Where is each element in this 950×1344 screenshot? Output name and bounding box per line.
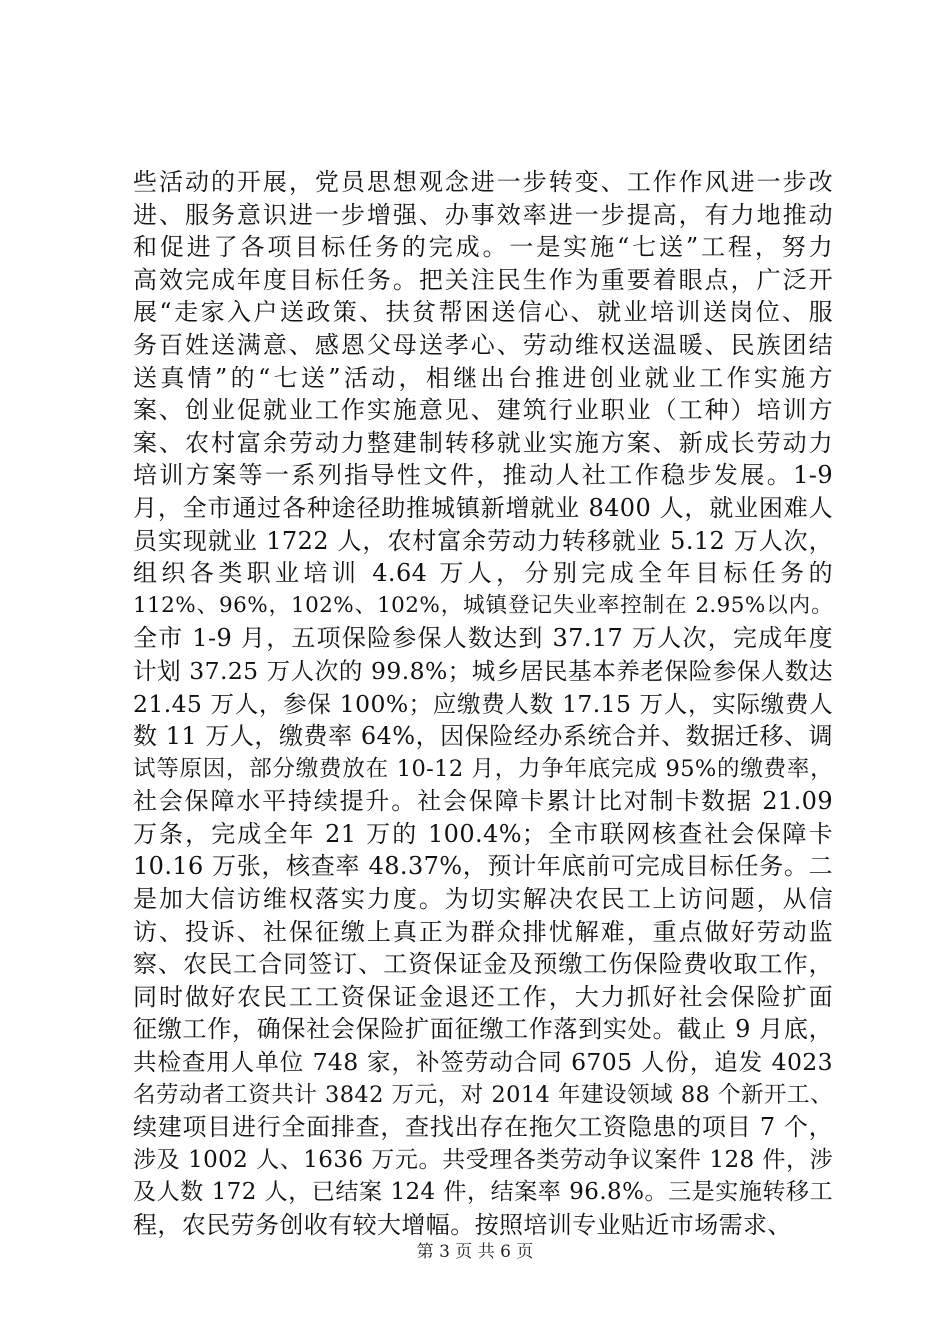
text-line: 案、创业促就业工作实施意见、建筑行业职业（工种）培训方 [133,396,833,425]
text-line: 案、农村富余劳动力整建制转移就业实施方案、新成长劳动力 [133,428,833,457]
text-line: 试等原因，部分缴费放在 10-12 月，力争年底完成 95%的缴费率， [133,755,833,782]
text-line: 程，农民劳务创收有较大增幅。按照培训专业贴近市场需求、 [133,1211,792,1239]
text-line: 112%、96%，102%、102%，城镇登记失业率控制在 2.95%以内。 [133,592,833,618]
text-line: 数 11 万人，缴费率 64%，因保险经办系统合并、数据迁移、调 [133,722,833,751]
text-line: 万条，完成全年 21 万的 100.4%；全市联网核查社会保障卡 [133,819,833,848]
text-line: 展“走家入户送政策、扶贫帮困送信心、就业培训送岗位、服 [133,298,833,327]
text-line: 组织各类职业培训 4.64 万人，分别完成全年目标任务的 [133,559,833,588]
text-line: 察、农民工合同签订、工资保证金及预缴工伤保险费收取工作， [133,950,833,979]
text-line: 进、服务意识进一步增强、办事效率进一步提高，有力地推动 [133,200,833,229]
text-line: 务百姓送满意、感恩父母送孝心、劳动维权送温暖、民族团结 [133,330,833,359]
text-line: 征缴工作，确保社会保险扩面征缴工作落到实处。截止 9 月底， [133,1015,833,1044]
text-line: 名劳动者工资共计 3842 万元，对 2014 年建设领域 88 个新开工、 [133,1081,833,1108]
text-line: 续建项目进行全面排查，查找出存在拖欠工资隐患的项目 7 个， [133,1113,833,1142]
text-line: 些活动的开展，党员思想观念进一步转变、工作作风进一步改 [133,168,833,196]
text-line: 高效完成年度目标任务。把关注民生作为重要着眼点，广泛开 [133,265,833,294]
text-line: 送真情”的“七送”活动，相继出台推进创业就业工作实施方 [133,363,833,392]
text-line: 涉及 1002 人、1636 万元。共受理各类劳动争议案件 128 件，涉 [133,1146,833,1173]
text-line: 10.16 万张，核查率 48.37%，预计年底前可完成目标任务。二 [133,852,833,881]
text-line: 及人数 172 人，已结案 124 件，结案率 96.8%。三是实施转移工 [133,1179,833,1206]
text-line: 月，全市通过各种途径助推城镇新增就业 8400 人，就业困难人 [133,493,833,522]
text-line: 培训方案等一系列指导性文件，推动人社工作稳步发展。1-9 [133,461,833,490]
body-text [133,166,833,1242]
text-line: 21.45 万人，参保 100%；应缴费人数 17.15 万人，实际缴费人 [133,689,833,718]
text-line: 访、投诉、社保征缴上真正为群众排忧解难，重点做好劳动监 [133,917,833,946]
text-line: 同时做好农民工工资保证金退还工作，大力抓好社会保险扩面 [133,982,833,1011]
text-line: 是加大信访维权落实力度。为切实解决农民工上访问题，从信 [133,885,833,914]
text-line: 员实现就业 1722 人，农村富余劳动力转移就业 5.12 万人次， [133,526,833,555]
text-line: 社会保障水平持续提升。社会保障卡累计比对制卡数据 21.09 [133,787,833,816]
page-footer: 第 3 页 共 6 页 [416,1242,534,1262]
text-line: 全市 1-9 月，五项保险参保人数达到 37.17 万人次，完成年度 [133,624,833,653]
text-line: 共检查用人单位 748 家，补签劳动合同 6705 人份，追发 4023 [133,1048,833,1077]
text-line: 和促进了各项目标任务的完成。一是实施“七送”工程，努力 [133,233,833,262]
text-line: 计划 37.25 万人次的 99.8%；城乡居民基本养老保险参保人数达 [133,656,833,685]
